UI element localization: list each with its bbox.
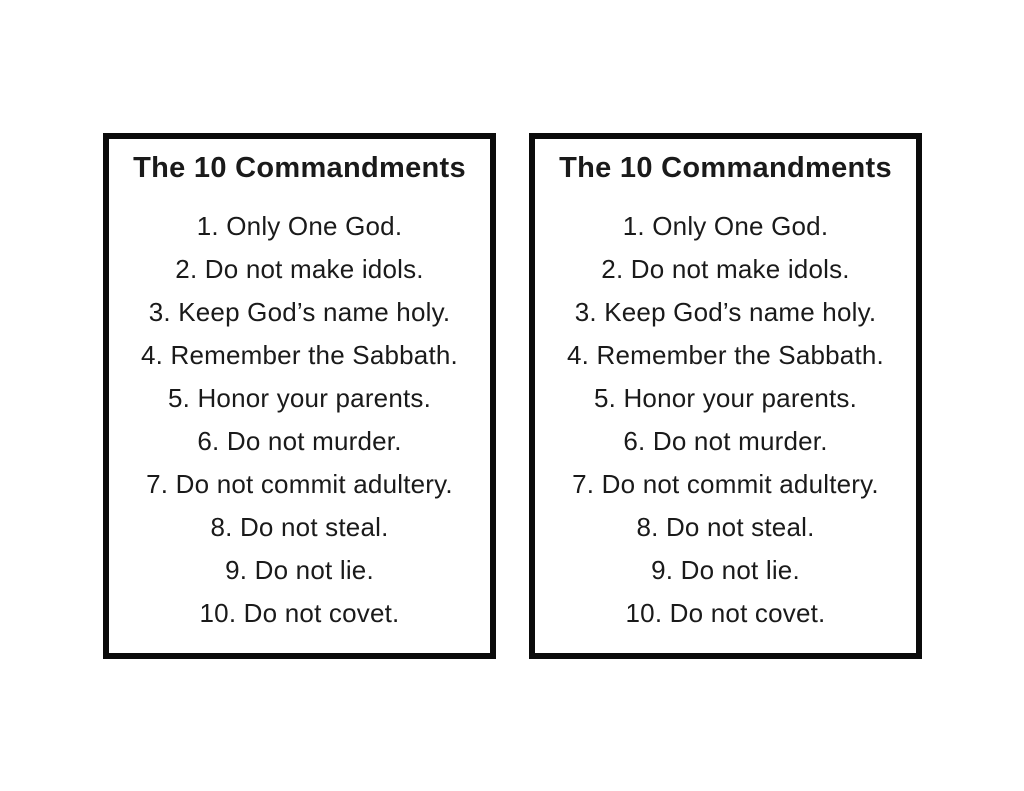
commandment-item: 5. Honor your parents. xyxy=(593,383,858,413)
commandments-list xyxy=(535,205,916,635)
commandment-item: 2. Do not make idols. xyxy=(601,254,850,284)
commandment-item: 8. Do not steal. xyxy=(636,512,815,542)
commandment-item: 8. Do not steal. xyxy=(210,512,389,542)
card-title: The 10 Commandments xyxy=(559,152,892,184)
commandment-item: 2. Do not make idols. xyxy=(175,254,424,284)
commandment-item: 3. Keep God’s name holy. xyxy=(148,297,451,327)
commandment-item: 4. Remember the Sabbath. xyxy=(567,340,884,370)
commandment-item: 10. Do not covet. xyxy=(199,598,400,628)
commandment-item: 7. Do not commit adultery. xyxy=(146,469,453,499)
commandment-item: 1. Only One God. xyxy=(196,211,403,241)
commandment-item: 10. Do not covet. xyxy=(625,598,826,628)
commandment-item: 5. Honor your parents. xyxy=(167,383,432,413)
commandment-item: 9. Do not lie. xyxy=(651,555,800,585)
commandment-item: 7. Do not commit adultery. xyxy=(572,469,879,499)
commandments-card-right xyxy=(529,133,922,659)
commandment-item: 6. Do not murder. xyxy=(623,426,828,456)
card-title: The 10 Commandments xyxy=(133,152,466,184)
commandment-item: 3. Keep God’s name holy. xyxy=(574,297,877,327)
commandments-card-left xyxy=(103,133,496,659)
commandments-list xyxy=(109,205,490,635)
commandment-item: 4. Remember the Sabbath. xyxy=(141,340,458,370)
commandment-item: 1. Only One God. xyxy=(622,211,829,241)
commandment-item: 9. Do not lie. xyxy=(225,555,374,585)
commandment-item: 6. Do not murder. xyxy=(197,426,402,456)
